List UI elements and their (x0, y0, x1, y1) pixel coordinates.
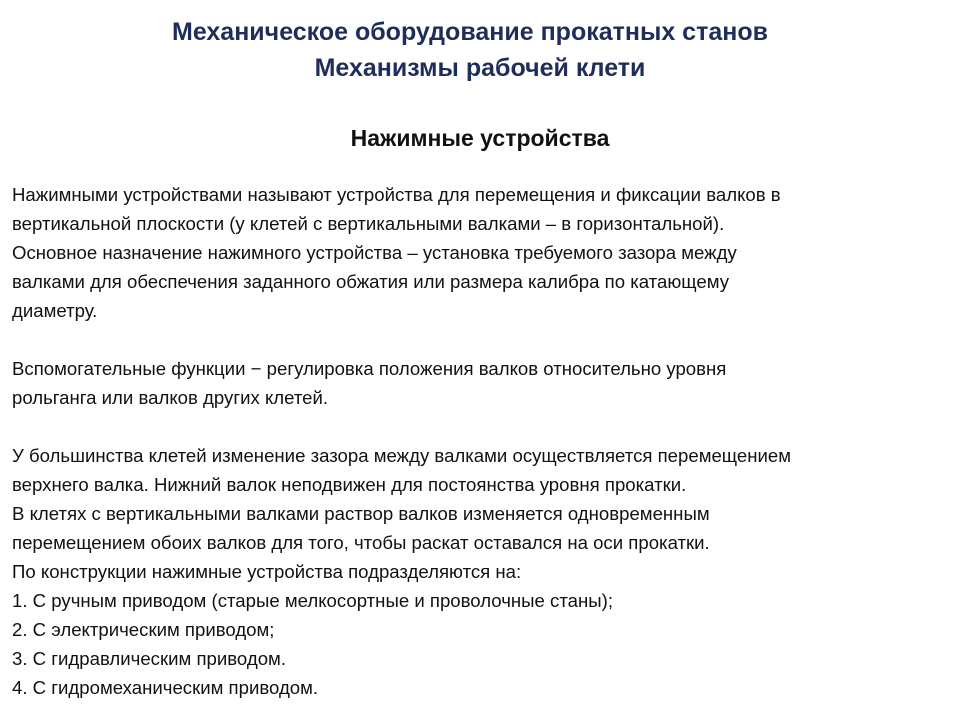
list-item: 3. С гидравлическим приводом. (12, 648, 286, 669)
slide-title: Механическое оборудование прокатных станов (172, 18, 768, 46)
paragraph-line: В клетях с вертикальными валками раствор валков изменяется одновременным (12, 503, 710, 524)
paragraph-line: вертикальной плоскости (у клетей с вертикальными валками – в горизонтальной). (12, 213, 725, 234)
list-item: 4. С гидромеханическим приводом. (12, 677, 319, 698)
slide-subtitle: Механизмы рабочей клети (314, 54, 646, 82)
paragraph-line: Основное назначение нажимного устройства – установка требуемого зазора между (12, 242, 737, 263)
paragraph-line: Вспомогательные функции − регулировка положения валков относительно уровня (12, 358, 727, 379)
paragraph-spacer (12, 325, 952, 354)
paragraph-line: У большинства клетей изменение зазора между валками осуществляется перемещением (12, 445, 792, 466)
paragraph-line: перемещением обоих валков для того, чтобы раскат оставался на оси прокатки. (12, 532, 710, 553)
paragraph-line: По конструкции нажимные устройства подразделяются на: (12, 561, 522, 582)
paragraph-spacer (12, 412, 952, 441)
paragraph-line: Нажимными устройствами называют устройства для перемещения и фиксации валков в (12, 184, 781, 205)
section-heading: Нажимные устройства (350, 125, 610, 151)
paragraph-line: рольганга или валков других клетей. (12, 387, 329, 408)
list-item: 1. С ручным приводом (старые мелкосортные и проволочные станы); (12, 590, 613, 611)
list-item: 2. С электрическим приводом; (12, 619, 275, 640)
paragraph-line: диаметру. (12, 300, 98, 321)
paragraph-line: валками для обеспечения заданного обжатия или размера калибра по катающему (12, 271, 729, 292)
body-text (12, 180, 952, 702)
paragraph-line: верхнего валка. Нижний валок неподвижен для постоянства уровня прокатки. (12, 474, 687, 495)
